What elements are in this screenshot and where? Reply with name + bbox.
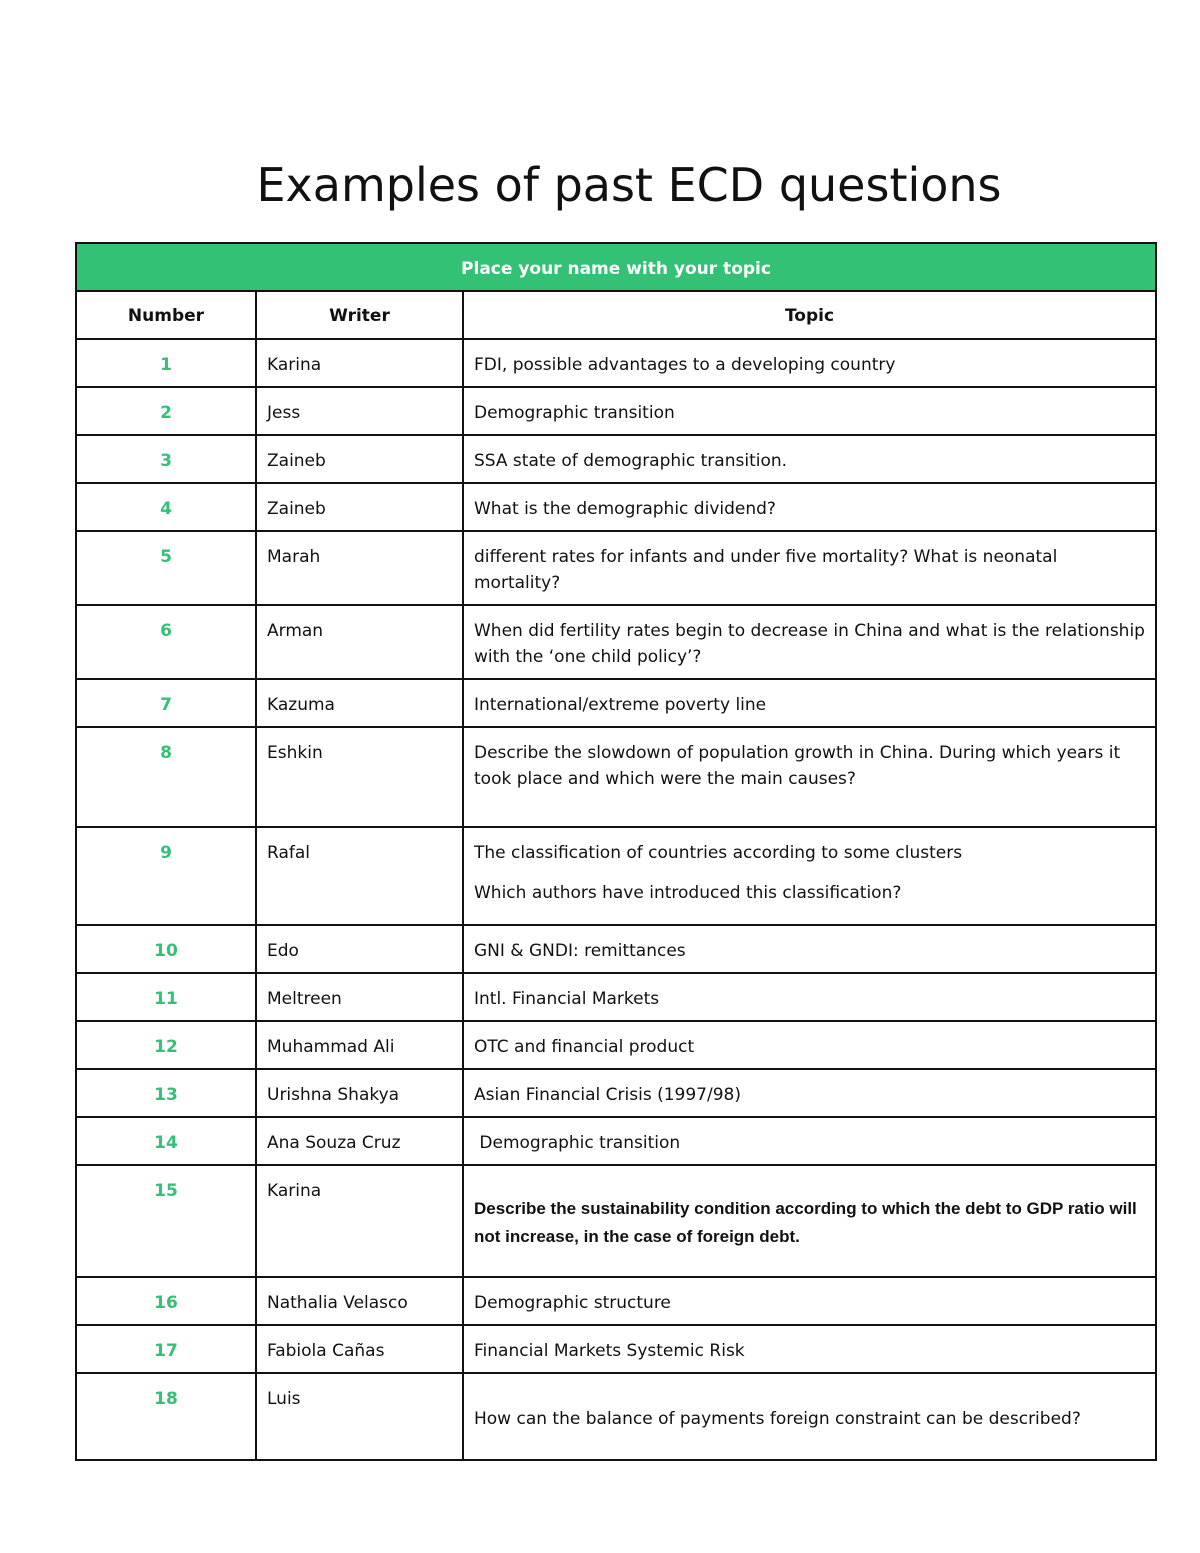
table-row (76, 925, 1156, 973)
row-number: 1 (76, 339, 256, 387)
row-number: 11 (76, 973, 256, 1021)
row-topic (463, 605, 1156, 679)
topic-text: Which authors have introduced this classification? (474, 883, 902, 903)
row-writer: Karina (256, 339, 463, 387)
row-number: 2 (76, 387, 256, 435)
header-writer: Writer (256, 291, 463, 339)
row-topic (463, 679, 1156, 727)
topic-text: What is the demographic dividend? (474, 499, 776, 519)
row-writer: Jess (256, 387, 463, 435)
row-number: 6 (76, 605, 256, 679)
topic-text: When did fertility rates begin to decrease in China and what is the relationship with the ‘one child policy’? (474, 621, 1145, 667)
row-number: 8 (76, 727, 256, 827)
topic-text: Financial Markets Systemic Risk (474, 1341, 745, 1361)
row-topic (463, 973, 1156, 1021)
topic-text: FDI, possible advantages to a developing country (474, 355, 896, 375)
row-writer: Arman (256, 605, 463, 679)
topic-text: How can the balance of payments foreign constraint can be described? (474, 1409, 1081, 1429)
row-writer: Luis (256, 1373, 463, 1460)
row-topic (463, 1277, 1156, 1325)
row-topic (463, 435, 1156, 483)
header-number: Number (76, 291, 256, 339)
row-writer: Karina (256, 1165, 463, 1277)
table-row (76, 1373, 1156, 1460)
topic-text: Demographic transition (474, 1133, 681, 1153)
table-row (76, 1277, 1156, 1325)
row-writer: Eshkin (256, 727, 463, 827)
row-writer: Edo (256, 925, 463, 973)
header-row (76, 291, 1156, 339)
row-number: 14 (76, 1117, 256, 1165)
row-writer: Zaineb (256, 483, 463, 531)
row-writer: Muhammad Ali (256, 1021, 463, 1069)
row-topic (463, 1021, 1156, 1069)
row-topic (463, 1069, 1156, 1117)
table-row (76, 1165, 1156, 1277)
row-number: 7 (76, 679, 256, 727)
row-topic (463, 925, 1156, 973)
table-body (76, 339, 1156, 1460)
row-writer: Meltreen (256, 973, 463, 1021)
row-topic (463, 339, 1156, 387)
table-row (76, 387, 1156, 435)
topic-text: Intl. Financial Markets (474, 989, 660, 1009)
topic-text: Asian Financial Crisis (1997/98) (474, 1085, 741, 1105)
topic-text: SSA state of demographic transition. (474, 451, 788, 471)
topic-text: The classification of countries according to some clusters (474, 843, 963, 863)
topic-text: OTC and financial product (474, 1037, 695, 1057)
row-writer: Kazuma (256, 679, 463, 727)
table-row (76, 1069, 1156, 1117)
row-topic (463, 387, 1156, 435)
row-topic (463, 1117, 1156, 1165)
banner-row (76, 243, 1156, 291)
row-number: 9 (76, 827, 256, 925)
row-writer: Marah (256, 531, 463, 605)
row-topic (463, 727, 1156, 827)
row-topic (463, 483, 1156, 531)
row-writer: Ana Souza Cruz (256, 1117, 463, 1165)
row-number: 15 (76, 1165, 256, 1277)
row-number: 10 (76, 925, 256, 973)
row-number: 18 (76, 1373, 256, 1460)
row-writer: Zaineb (256, 435, 463, 483)
page-title: Examples of past ECD questions (256, 158, 1002, 212)
topic-text: Demographic structure (474, 1293, 671, 1313)
row-number: 4 (76, 483, 256, 531)
table-row (76, 1117, 1156, 1165)
row-number: 12 (76, 1021, 256, 1069)
row-topic (463, 531, 1156, 605)
topic-text: GNI & GNDI: remittances (474, 941, 686, 961)
table-row (76, 679, 1156, 727)
table-banner: Place your name with your topic (76, 243, 1156, 291)
table-row (76, 973, 1156, 1021)
row-writer: Fabiola Cañas (256, 1325, 463, 1373)
row-writer: Urishna Shakya (256, 1069, 463, 1117)
header-topic: Topic (463, 291, 1156, 339)
topics-table (75, 242, 1157, 1461)
row-number: 3 (76, 435, 256, 483)
table-row (76, 483, 1156, 531)
row-number: 17 (76, 1325, 256, 1373)
row-number: 5 (76, 531, 256, 605)
table-row (76, 1325, 1156, 1373)
row-topic (463, 1373, 1156, 1460)
table-row (76, 827, 1156, 925)
topic-text: International/extreme poverty line (474, 695, 767, 715)
row-topic (463, 1325, 1156, 1373)
table-row (76, 1021, 1156, 1069)
row-topic (463, 827, 1156, 925)
row-number: 16 (76, 1277, 256, 1325)
topic-text: Describe the sustainability condition according to which the debt to GDP ratio will not increase, in the case of foreign debt. (474, 1199, 1137, 1246)
table-row (76, 605, 1156, 679)
topic-text: different rates for infants and under five mortality? What is neonatal mortality? (474, 547, 1058, 593)
row-writer: Rafal (256, 827, 463, 925)
row-topic (463, 1165, 1156, 1277)
row-writer: Nathalia Velasco (256, 1277, 463, 1325)
row-number: 13 (76, 1069, 256, 1117)
table-row (76, 727, 1156, 827)
table-row (76, 339, 1156, 387)
topic-text: Demographic transition (474, 403, 675, 423)
table-row (76, 531, 1156, 605)
table-row (76, 435, 1156, 483)
topic-text: Describe the slowdown of population growth in China. During which years it took place and which were the main causes? (474, 743, 1121, 789)
